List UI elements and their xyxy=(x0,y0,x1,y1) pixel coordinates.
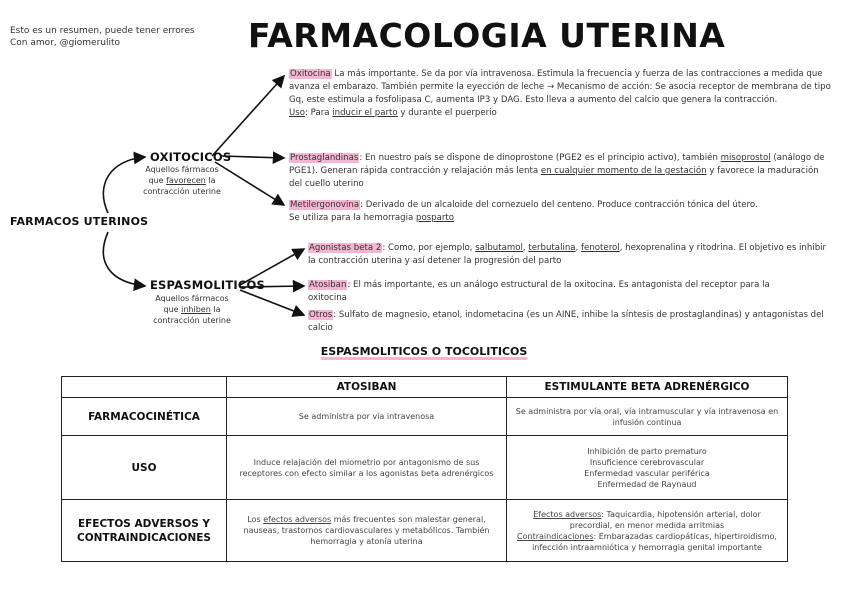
cell-uso-atosiban: Induce relajación del miometrio por antagonismo de sus receptores con efecto similar a los agonistas beta adrenérgicos xyxy=(227,436,507,500)
cell-efectos-atosiban: Los efectos adversos más frecuentes son malestar general, nauseas, trastornos cardiovasculares y metabólicos. También hemorragia y atonía uterina xyxy=(227,500,507,562)
oxitocina-name: Oxitocina xyxy=(290,69,331,79)
espasmoliticos-description: Aquellos fármacos que inhiben la contracción uterine xyxy=(153,294,231,325)
table-header-row xyxy=(62,377,788,398)
arrow-to-oxitocina xyxy=(212,76,284,156)
row-label-efectos: EFECTOS ADVERSOS Y CONTRAINDICACIONES xyxy=(62,500,227,562)
metilergonovina-block: Metilergonovina: Derivado de un alcaloide del cornezuelo del centeno. Produce contracción tónica del útero. Se utiliza para la hemorragia posparto xyxy=(289,200,758,223)
row-label-farmacocinetica: FARMACOCINÉTICA xyxy=(62,398,227,436)
prostaglandinas-block: Prostaglandinas: En nuestro país se dispone de dinoprostone (PGE2 es el principio activo), también misoprostol (análogo de PGE1). Generan rápida contracción y relajación más lenta en cualquier momento de la gestación y favorece la maduración del cuello uterino xyxy=(289,153,825,189)
page-title: FARMACOLOGIA UTERINA xyxy=(248,16,726,55)
metilergonovina-name: Metilergonovina xyxy=(290,200,360,210)
table-header-empty xyxy=(62,377,227,398)
otros-name: Otros xyxy=(309,310,333,320)
atosiban-name: Atosiban xyxy=(309,280,347,290)
agonistas-block: Agonistas beta 2: Como, por ejemplo, salbutamol, terbutalina, fenoterol, hexoprenalina y ritodrina. El objetivo es inhibir la contracción uterina y así detener la progresión del parto xyxy=(308,243,827,266)
espasmoliticos-heading: ESPASMOLITICOS xyxy=(150,278,265,292)
oxitocicos-heading: OXITOCICOS xyxy=(150,150,232,164)
root-label: FARMACOS UTERINOS xyxy=(10,215,149,228)
atosiban-block: Atosiban: El más importante, es un análogo estructural de la oxitocina. Es antagonista del receptor para la oxitocina xyxy=(308,280,770,303)
table-header-atosiban: ATOSIBAN xyxy=(227,377,507,398)
oxitocina-block: Oxitocina La más importante. Se da por vía intravenosa. Estimula la frecuencia y fuerza de las contracciones a medida que avanza el embarazo. También permite la eyección de leche → Mecanismo de acción: Se asocia receptor de membrana de tipo Gq, este estimula a fosfolipasa C, aumenta IP3 y DAG. Esto lleva a aumento del calcio que genera la contracción. Uso: Para inducir el parto y durante el puerperio xyxy=(289,69,831,118)
cell-farmaco-atosiban: Se administra por vía intravenosa xyxy=(227,398,507,436)
table-row xyxy=(62,398,788,436)
otros-block: Otros: Sulfato de magnesio, etanol, indometacina (es un AINE, inhibe la síntesis de prostaglandinas) y antagonistas del calcio xyxy=(308,310,824,333)
table-title: ESPASMOLITICOS O TOCOLITICOS xyxy=(320,345,528,358)
comparison-table xyxy=(61,376,788,562)
cell-efectos-beta: Efectos adversos: Taquicardia, hipotensión arterial, dolor precordial, en menor medida arritmias Contraindicaciones: Embarazadas cardiopáticas, hipertiroidismo, infección intraamniótica y hemorragia genital importante xyxy=(507,500,788,562)
table-row xyxy=(62,436,788,500)
agonistas-name: Agonistas beta 2 xyxy=(309,243,382,253)
arrow-to-otros xyxy=(240,290,304,315)
cell-uso-beta: Inhibición de parto prematuro Insuficience cerebrovascular Enfermedad vascular periférica Enfermedad de Raynaud xyxy=(507,436,788,500)
table-header-beta: ESTIMULANTE BETA ADRENÉRGICO xyxy=(507,377,788,398)
arrow-root-to-espasmoliticos xyxy=(103,232,145,286)
table-row xyxy=(62,500,788,562)
prostaglandinas-name: Prostaglandinas xyxy=(290,153,359,163)
note-line-2: Con amor, @giomerulito xyxy=(10,38,121,48)
note-line-1: Esto es un resumen, puede tener errores xyxy=(10,26,195,36)
oxitocicos-description: Aquellos fármacos que favorecen la contracción uterine xyxy=(143,165,221,196)
row-label-uso: USO xyxy=(62,436,227,500)
cell-farmaco-beta: Se administra por vía oral, vía intramuscular y vía intravenosa en infusión continua xyxy=(507,398,788,436)
